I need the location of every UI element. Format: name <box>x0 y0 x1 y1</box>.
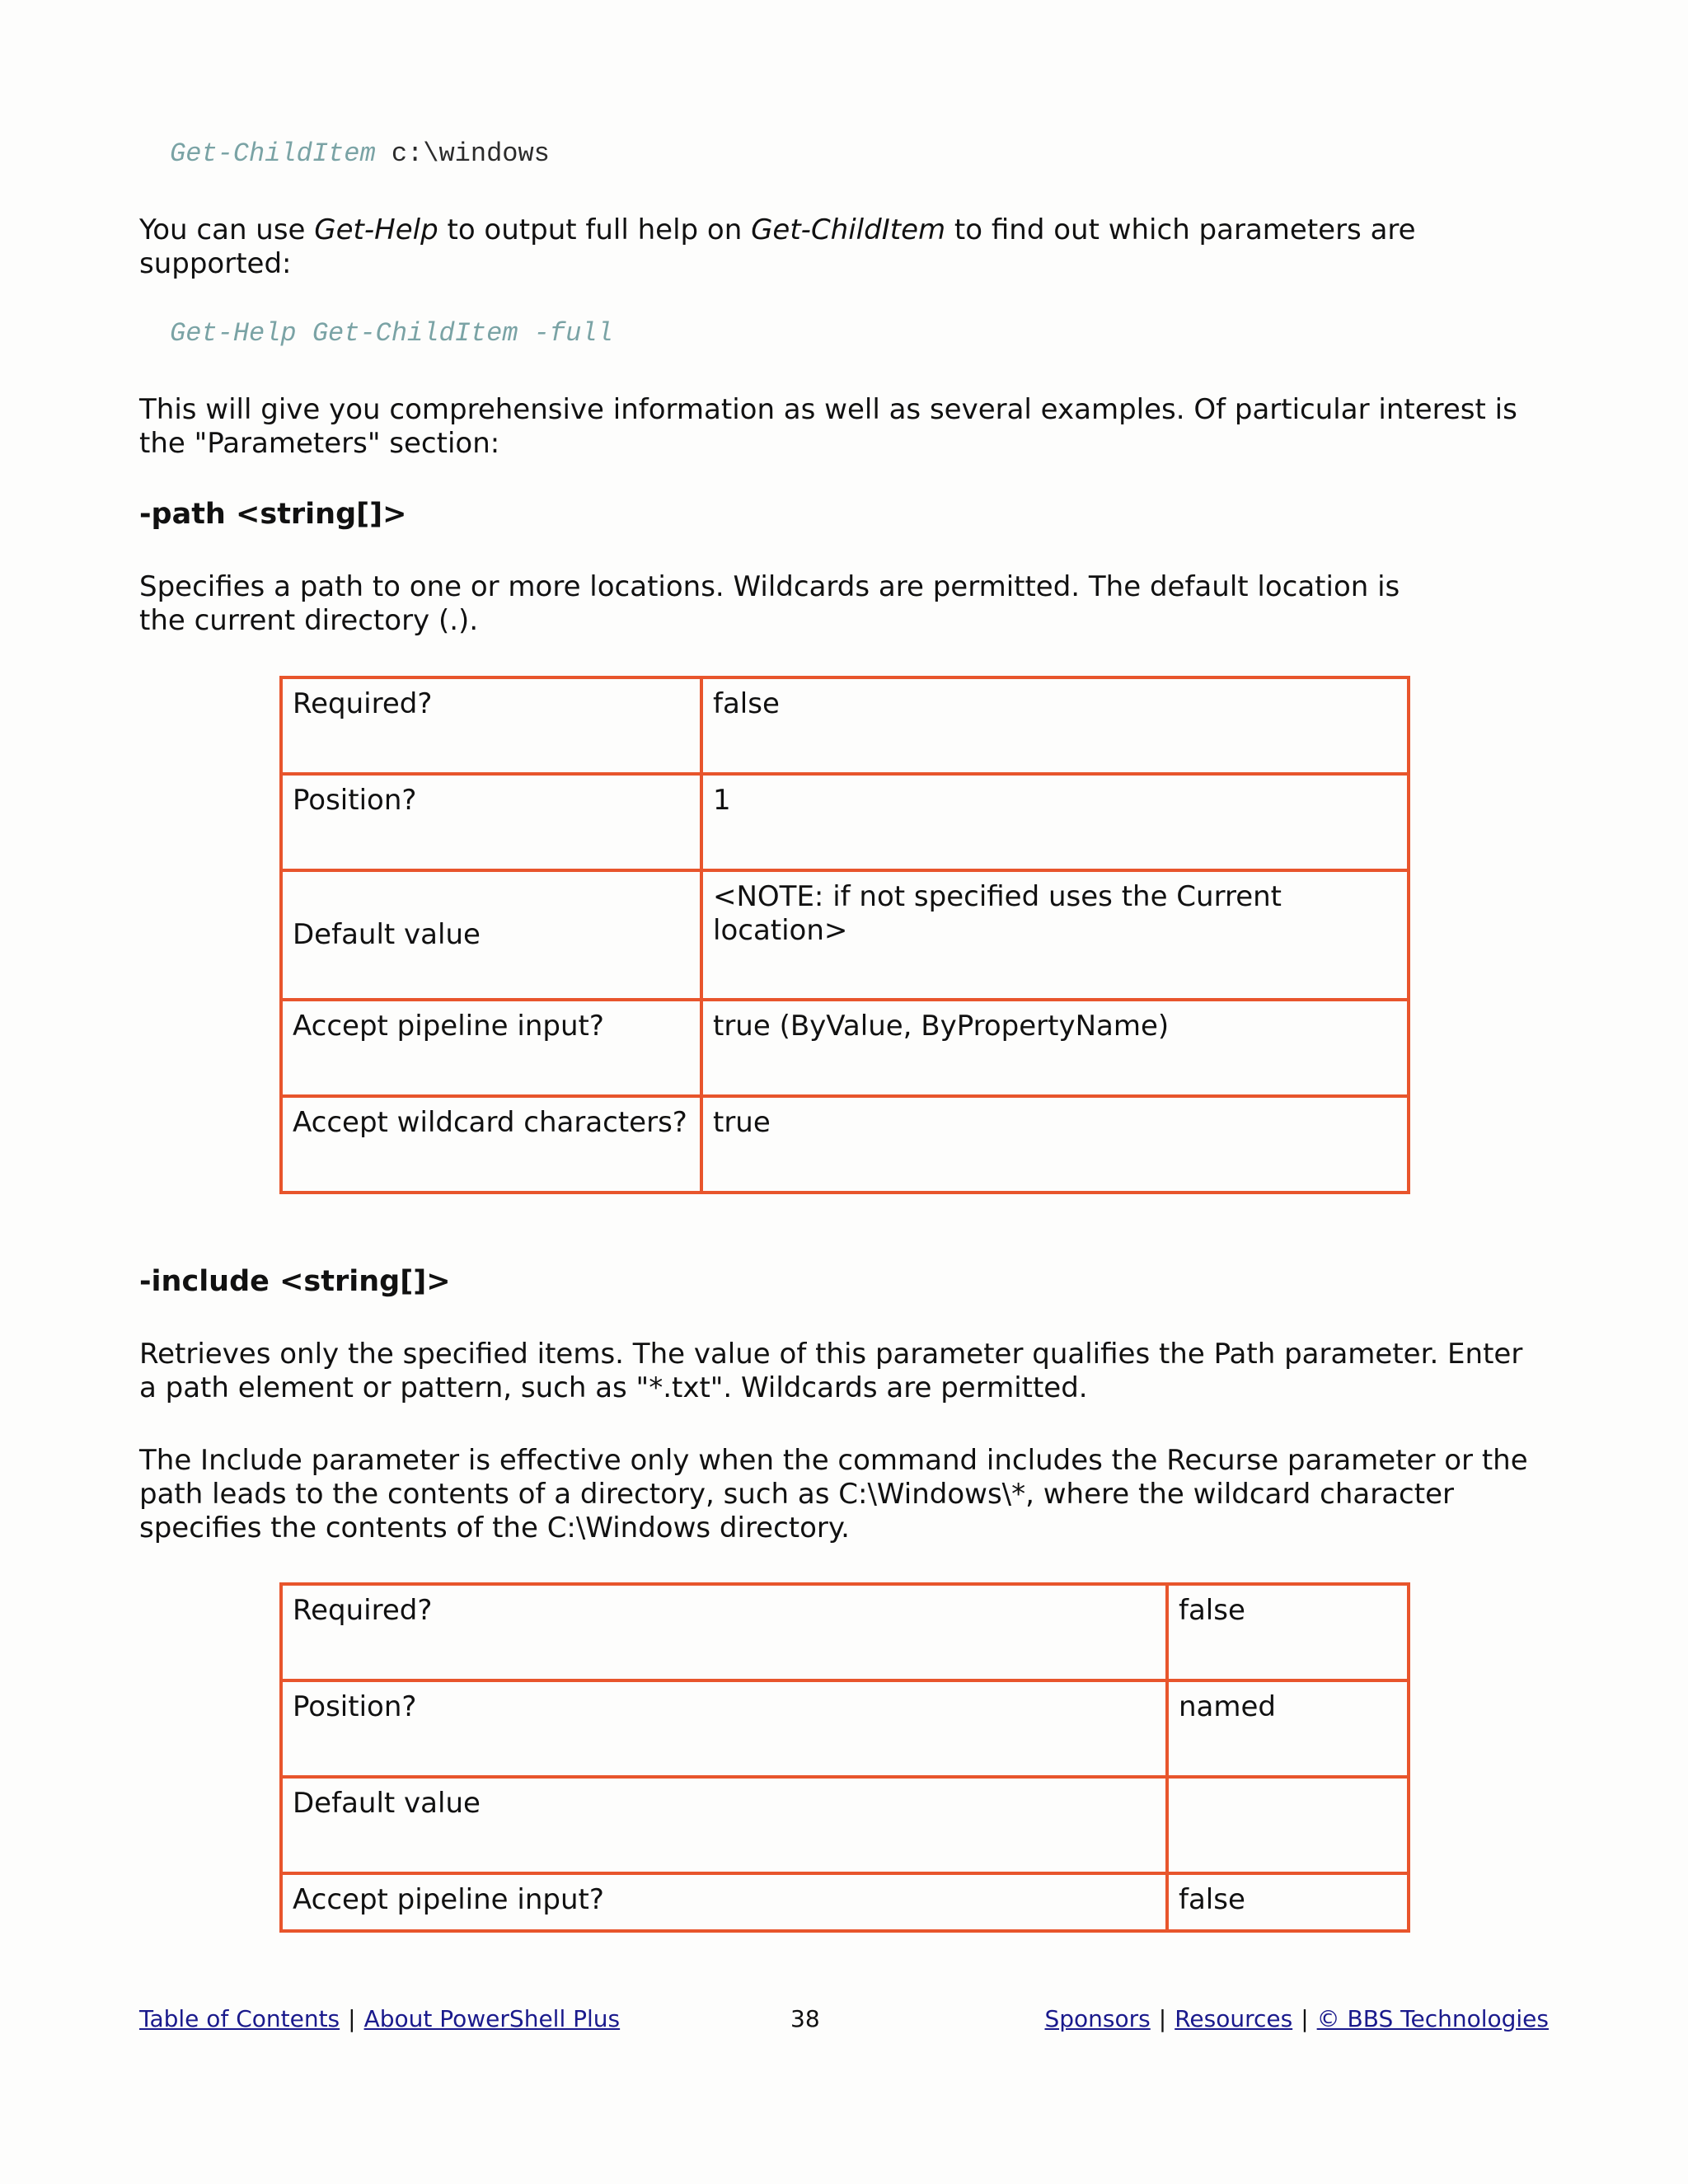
table-cell-label: Position? <box>281 774 701 870</box>
table-cell-value: true <box>701 1096 1409 1193</box>
table-row <box>281 870 1409 1000</box>
about-powershell-plus-link[interactable]: About PowerShell Plus <box>363 2005 621 2032</box>
table-cell-label: Required? <box>281 1584 1167 1680</box>
table-cell-value <box>1167 1777 1409 1873</box>
path-parameter-heading: -path <string[]> <box>139 498 407 531</box>
code-example-2 <box>170 316 613 351</box>
table-row <box>281 1096 1409 1193</box>
table-cell-value: false <box>1167 1584 1409 1680</box>
table-row <box>281 677 1409 774</box>
path-parameter-table <box>279 676 1410 1194</box>
bbs-technologies-link[interactable]: © BBS Technologies <box>1316 2005 1549 2032</box>
resources-link[interactable]: Resources <box>1175 2005 1293 2032</box>
footer-separator: | <box>1158 2005 1167 2032</box>
footer-right-links <box>1045 2005 1550 2032</box>
get-help-term: Get-Help <box>314 213 438 246</box>
table-of-contents-link[interactable]: Table of Contents <box>139 2005 340 2032</box>
table-cell-value: 1 <box>701 774 1409 870</box>
include-parameter-heading: -include <string[]> <box>139 1265 451 1298</box>
include-parameter-table <box>279 1582 1410 1933</box>
sponsors-link[interactable]: Sponsors <box>1044 2005 1151 2032</box>
table-row <box>281 1584 1409 1680</box>
code-argument: c:\windows <box>375 138 550 169</box>
table-row <box>281 1000 1409 1096</box>
table-cell-value: false <box>1167 1873 1409 1931</box>
page-number: 38 <box>790 2005 820 2032</box>
table-cell-label: Default value <box>281 1777 1167 1873</box>
get-childitem-term: Get-ChildItem <box>751 213 946 246</box>
footer-separator: | <box>1301 2005 1309 2032</box>
include-parameter-note: The Include parameter is effective only when the command includes the Recurse parameter or the path leads to the contents of a directory, such as C:\Windows\*, where the wildcard character specifies the contents of the C:\Windows directory. <box>139 1444 1528 1544</box>
parameters-intro-paragraph: This will give you comprehensive information as well as several examples. Of particular interest is the "Parameters" section: <box>139 393 1517 460</box>
table-cell-label: Required? <box>281 677 701 774</box>
table-cell-label: Accept wildcard characters? <box>281 1096 701 1193</box>
path-parameter-description: Specifies a path to one or more locations. Wildcards are permitted. The default location is the current directory (.). <box>139 570 1400 637</box>
code-command: Get-ChildItem <box>170 138 376 169</box>
table-row <box>281 1777 1409 1873</box>
footer-separator: | <box>348 2005 356 2032</box>
intro-paragraph: You can use Get-Help to output full help on Get-ChildItem to find out which parameters are supported: <box>139 213 1416 280</box>
table-cell-value: <NOTE: if not specified uses the Current location> <box>701 870 1409 1000</box>
table-cell-label: Accept pipeline input? <box>281 1000 701 1096</box>
table-row <box>281 774 1409 870</box>
table-cell-value: true (ByValue, ByPropertyName) <box>701 1000 1409 1096</box>
table-cell-value: false <box>701 677 1409 774</box>
table-cell-label: Default value <box>281 870 701 1000</box>
table-row <box>281 1873 1409 1931</box>
include-parameter-description: Retrieves only the specified items. The value of this parameter qualifies the Path parameter. Enter a path element or pattern, such as "*.txt". Wildcards are permitted. <box>139 1338 1523 1404</box>
table-cell-label: Accept pipeline input? <box>281 1873 1167 1931</box>
code-example-1 <box>170 137 550 171</box>
footer-left-links <box>139 2005 620 2032</box>
table-cell-label: Position? <box>281 1680 1167 1777</box>
table-row <box>281 1680 1409 1777</box>
code-command: Get-Help Get-ChildItem -full <box>170 318 613 349</box>
table-cell-value: named <box>1167 1680 1409 1777</box>
